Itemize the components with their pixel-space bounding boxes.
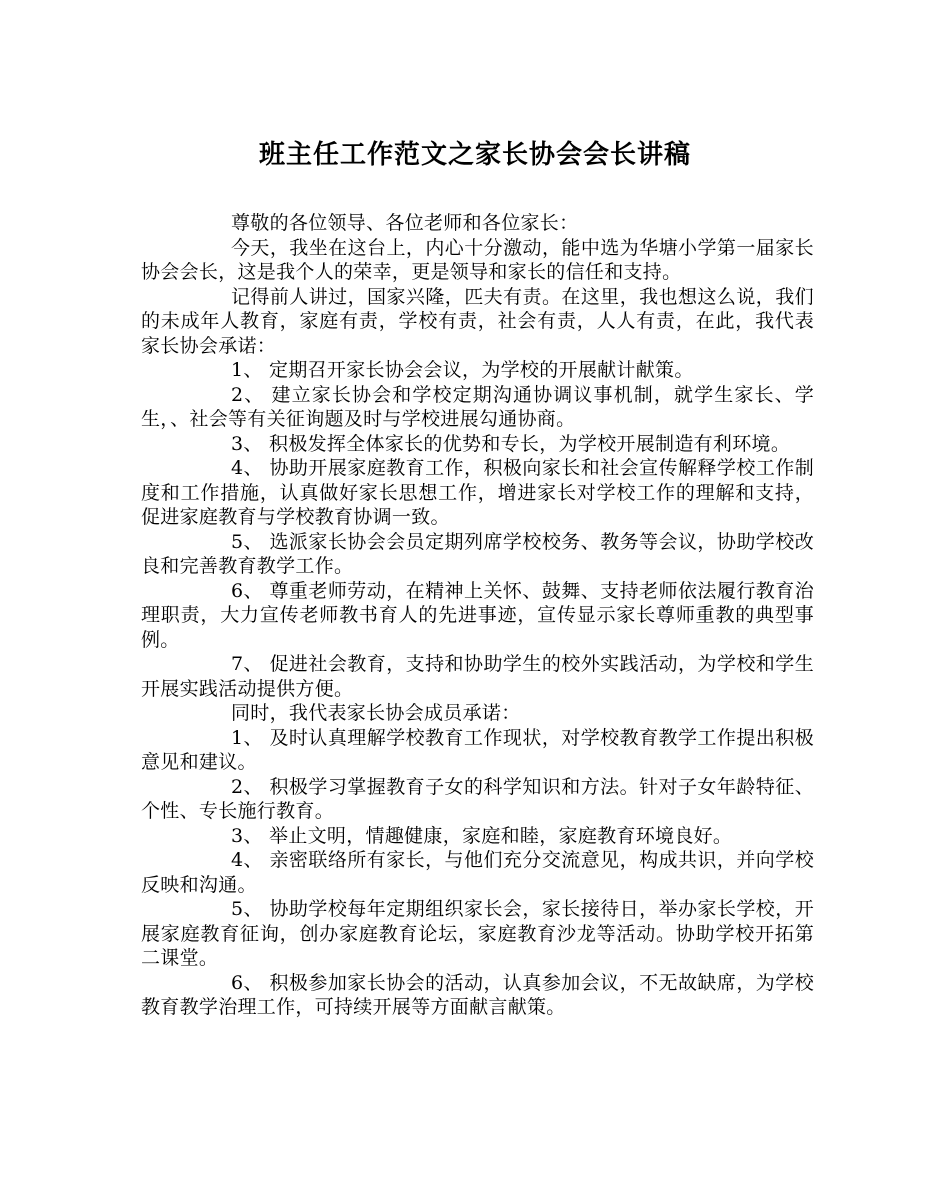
paragraph: 3、 积极发挥全体家长的优势和专长，为学校开展制造有利环境。	[231, 432, 791, 455]
paragraph: 6、 尊重老师劳动，在精神上关怀、鼓舞、支持老师依法履行教育治理职责，大力宣传老师教书育人的先进事迹，宣传显示家长尊师重教的典型事例。	[141, 579, 814, 651]
paragraph: 记得前人讲过，国家兴隆，匹夫有责。在这里，我也想这么说，我们的未成年人教育，家庭有责，学校有责，社会有责，人人有责，在此，我代表家长协会承诺：	[141, 285, 814, 357]
paragraph: 5、 协助学校每年定期组织家长会，家长接待日，举办家长学校，开展家庭教育征询，创办家庭教育论坛，家庭教育沙龙等活动。协助学校开拓第二课堂。	[141, 898, 814, 969]
paragraph: 4、 协助开展家庭教育工作，积极向家长和社会宣传解释学校工作制度和工作措施，认真做好家长思想工作，增进家长对学校工作的理解和支持，促进家庭教育与学校教育协调一致。	[141, 457, 814, 528]
paragraph: 7、 促进社会教育，支持和协助学生的校外实践活动，为学校和学生开展实践活动提供方便。	[141, 653, 814, 700]
paragraph: 4、 亲密联络所有家长，与他们充分交流意见，构成共识，并向学校反映和沟通。	[141, 849, 814, 896]
document-body	[141, 211, 814, 1020]
paragraph: 3、 举止文明，情趣健康，家庭和睦，家庭教育环境良好。	[231, 824, 733, 847]
paragraph: 1、 定期召开家长协会会议，为学校的开展献计献策。	[231, 359, 694, 381]
paragraph: 6、 积极参加家长协会的活动，认真参加会议，不无故缺席，为学校教育教学治理工作，可持续开展等方面献言献策。	[141, 971, 814, 1018]
paragraph: 5、 选派家长协会会员定期列席学校校务、教务等会议，协助学校改良和完善教育教学工作。	[141, 530, 814, 577]
paragraph: 今天，我坐在这台上，内心十分激动，能中选为华塘小学第一届家长协会会长，这是我个人的荣幸，更是领导和家长的信任和支持。	[141, 236, 814, 283]
document-title: 班主任工作范文之家长协会会长讲稿	[258, 140, 691, 170]
paragraph: 1、 及时认真理解学校教育工作现状，对学校教育教学工作提出积极意见和建议。	[141, 726, 814, 773]
paragraph: 2、 建立家长协会和学校定期沟通协调议事机制，就学生家长、学生，、社会等有关征询题及时与学校进展勾通协商。	[141, 383, 814, 430]
paragraph: 尊敬的各位领导、各位老师和各位家长：	[231, 212, 579, 234]
paragraph: 2、 积极学习掌握教育子女的科学知识和方法。针对子女年龄特征、个性、专长施行教育。	[141, 775, 814, 822]
paragraph: 同时，我代表家长协会成员承诺：	[231, 702, 521, 724]
